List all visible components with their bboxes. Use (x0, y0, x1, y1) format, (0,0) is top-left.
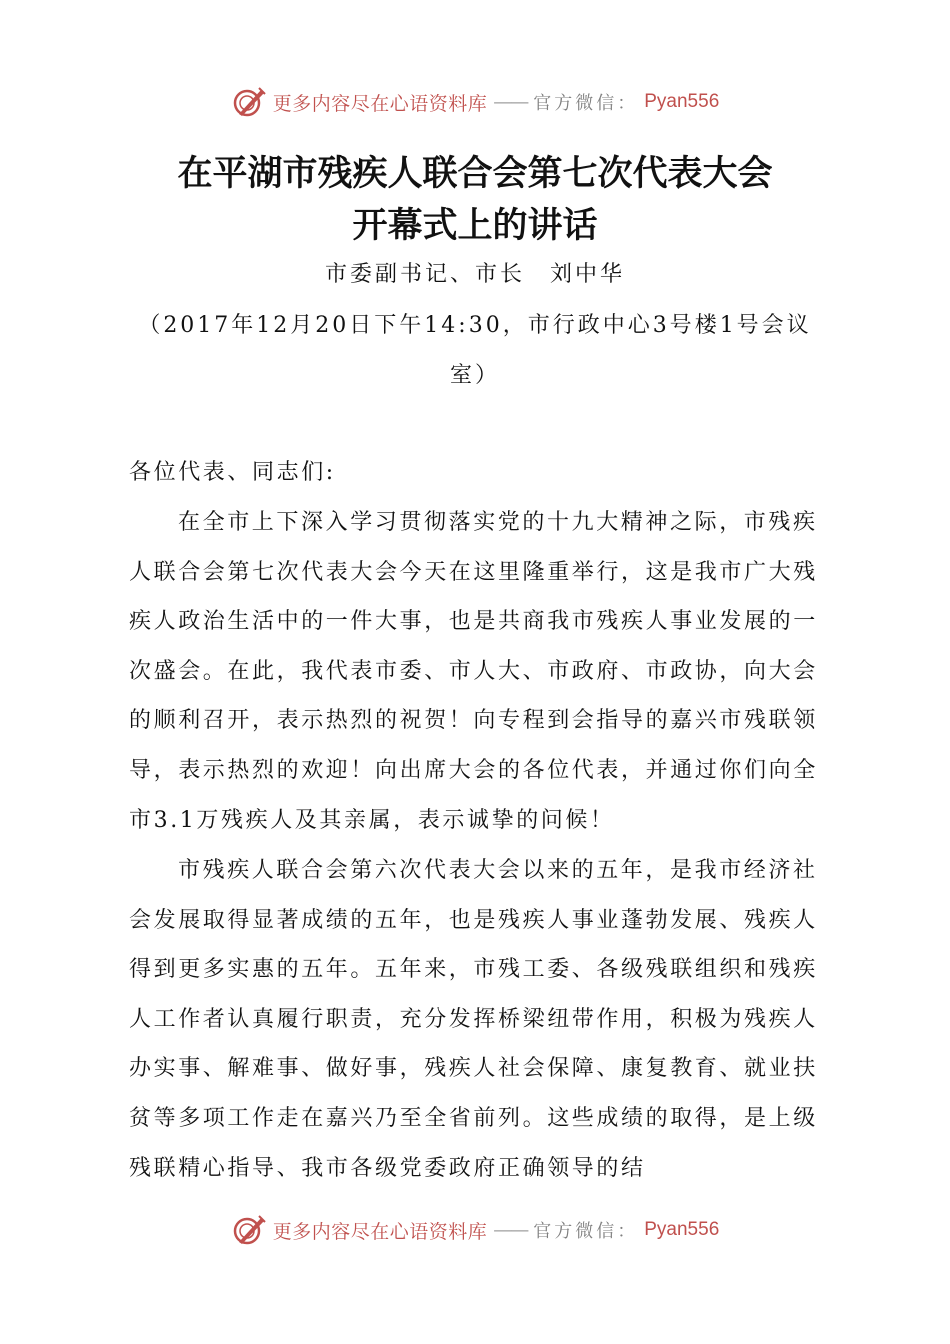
pen-circle-logo-icon (231, 84, 267, 120)
salutation: 各位代表、同志们: (129, 460, 336, 485)
banner-site-name: 更多内容尽在心语资料库 (272, 1220, 488, 1243)
header-watermark-banner (0, 82, 950, 122)
speaker-line: 市委副书记、市长 刘中华 (324, 262, 625, 287)
document-title-line-2: 开幕式上的讲话 (352, 205, 598, 246)
banner-wechat-label: 官方微信： (533, 1221, 639, 1242)
date-location-line-2: 室） (449, 363, 500, 388)
body-paragraph-1: 在全市上下深入学习贯彻落实党的十九大精神之际，市残疾人联合会第七次代表大会今天在这里隆重举行，这是我市广大残疾人政治生活中的一件大事，也是共商我市残疾人事业发展的一次盛会。在此，我代表市委、市人大、市政府、市政协，向大会的顺利召开，表示热烈的祝贺！向专程到会指导的嘉兴市残联领导，表示热烈的欢迎！向出席大会的各位代表，并通过你们向全市3.1万残疾人及其亲属，表示诚挚的问候！ (129, 510, 818, 833)
banner-site-name: 更多内容尽在心语资料库 (272, 92, 488, 115)
banner-wechat-id: Pyan556 (644, 1219, 720, 1240)
banner-dash: —— (493, 91, 528, 113)
banner-wechat-label: 官方微信： (533, 93, 639, 114)
footer-watermark-banner (0, 1210, 950, 1250)
date-location-line-1: （2017年12月20日下午14:30，市行政中心3号楼1号会议 (138, 313, 812, 338)
banner-wechat-id: Pyan556 (644, 91, 720, 112)
body-paragraph-2: 市残疾人联合会第六次代表大会以来的五年，是我市经济社会发展取得显著成绩的五年，也是残疾人事业蓬勃发展、残疾人得到更多实惠的五年。五年来，市残工委、各级残联组织和残疾人工作者认真履行职责，充分发挥桥梁纽带作用，积极为残疾人办实事、解难事、做好事，残疾人社会保障、康复教育、就业扶贫等多项工作走在嘉兴乃至全省前列。这些成绩的取得，是上级残联精心指导、我市各级党委政府正确领导的结 (129, 858, 818, 1181)
pen-circle-logo-icon (231, 1212, 267, 1248)
banner-dash: —— (493, 1219, 528, 1241)
document-title-line-1: 在平湖市残疾人联合会第七次代表大会 (177, 153, 773, 194)
